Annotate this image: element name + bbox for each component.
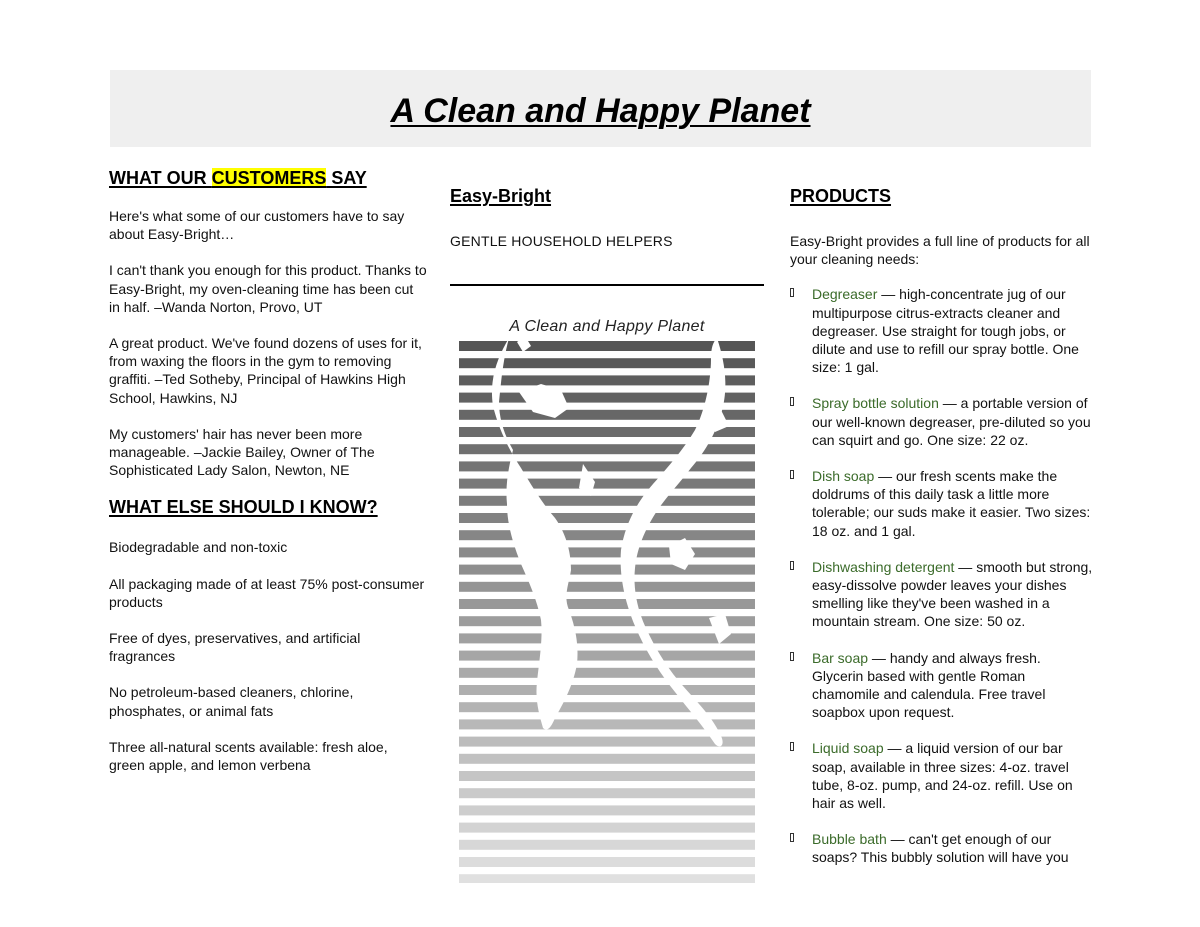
- art-stripe: [459, 582, 755, 592]
- fact-item: Three all-natural scents available: fresh aloe, green apple, and lemon verbena: [109, 738, 388, 774]
- fact-item: Free of dyes, preservatives, and artificial fragrances: [109, 630, 361, 665]
- product-item: [790, 739, 1095, 812]
- bullet-icon: [790, 833, 794, 842]
- left-column: [109, 166, 427, 774]
- products-heading: PRODUCTS: [790, 186, 892, 206]
- striped-globe-graphic: [459, 318, 755, 883]
- bullet-icon: [790, 561, 794, 570]
- art-stripe: [459, 857, 755, 867]
- art-stripe: [459, 358, 755, 368]
- products-intro: Easy-Bright provides a full line of products for all your cleaning needs:: [790, 233, 1090, 268]
- bullet-icon: [790, 470, 794, 479]
- art-stripe: [459, 633, 755, 643]
- art-stripe: [459, 719, 755, 729]
- customers-heading-post: SAY: [326, 168, 367, 188]
- art-stripe: [459, 375, 755, 385]
- middle-column: [450, 184, 764, 286]
- product-item: [790, 830, 1095, 866]
- art-stripe: [459, 823, 755, 833]
- divider-rule: [450, 284, 764, 286]
- product-item: [790, 467, 1095, 540]
- art-stripe: [459, 530, 755, 540]
- customers-heading-pre: WHAT OUR: [109, 168, 212, 188]
- product-description: — our fresh scents make the doldrums of this daily task a little more tolerable; our suds make it easier. Two sizes: 18 oz. and 1 gal.: [812, 468, 1091, 539]
- fact-item: Biodegradable and non-toxic: [109, 539, 288, 556]
- art-stripe: [459, 651, 755, 661]
- artwork-caption: A Clean and Happy Planet: [509, 318, 705, 335]
- art-stripe: [459, 565, 755, 575]
- product-item: [790, 394, 1095, 449]
- product-description: — a portable version of our well-known degreaser, pre-diluted so you can squirt and go. One size: 22 oz.: [812, 395, 1091, 448]
- art-stripe: [459, 874, 755, 883]
- testimonial: My customers' hair has never been more manageable. –Jackie Bailey, Owner of The Sophisticated Lady Salon, Newton, NE: [109, 425, 375, 479]
- art-stripe: [459, 805, 755, 815]
- art-stripe: [459, 410, 755, 420]
- product-name: Bar soap: [812, 649, 869, 666]
- art-stripe: [459, 461, 755, 471]
- art-stripe: [459, 685, 755, 695]
- art-stripe: [459, 737, 755, 747]
- art-stripe: [459, 393, 755, 403]
- testimonial: I can't thank you enough for this product. Thanks to Easy-Bright, my oven-cleaning time has been cut in half. –Wanda Norton, Provo, UT: [109, 262, 427, 315]
- art-stripe: [459, 513, 755, 523]
- art-stripe: [459, 444, 755, 454]
- product-item: [790, 649, 1095, 722]
- customers-say-heading: [109, 166, 427, 190]
- art-stripe: [459, 547, 755, 557]
- customers-intro: Here's what some of our customers have to say about Easy-Bright…: [109, 208, 405, 243]
- planet-artwork: [459, 318, 755, 883]
- product-name: Dish soap: [812, 468, 875, 485]
- customers-heading-highlight: CUSTOMERS: [211, 168, 327, 188]
- fact-item: All packaging made of at least 75% post-consumer products: [109, 575, 425, 610]
- page-title: A Clean and Happy Planet: [390, 92, 811, 130]
- product-description: — smooth but strong, easy-dissolve powder leaves your dishes smelling like they've been washed in a mountain stream. One size: 50 oz.: [812, 558, 1093, 630]
- art-stripe: [459, 771, 755, 781]
- art-stripe: [459, 427, 755, 437]
- product-description: — high-concentrate jug of our multipurpose citrus-extracts cleaner and degreaser. Use straight for tough jobs, or dilute and use to refill our spray bottle. One size: 1 gal.: [812, 286, 1079, 376]
- art-stripe: [459, 341, 755, 351]
- product-name: Degreaser: [812, 286, 878, 303]
- art-stripe: [459, 668, 755, 678]
- product-item: [790, 558, 1095, 631]
- art-stripe: [459, 840, 755, 850]
- bullet-icon: [790, 652, 794, 661]
- product-description: — can't get enough of our soaps? This bubbly solution will have you: [812, 831, 1069, 866]
- testimonial: A great product. We've found dozens of uses for it, from waxing the floors in the gym to removing graffiti. –Ted Sotheby, Principal of Hawkins High School, Hawkins, NJ: [109, 335, 422, 406]
- brand-heading: Easy-Bright: [450, 186, 552, 206]
- title-banner: [110, 70, 1091, 147]
- brand-subheading: GENTLE HOUSEHOLD HELPERS: [450, 233, 673, 249]
- art-stripe: [459, 479, 755, 489]
- product-name: Dishwashing detergent: [812, 558, 955, 575]
- art-stripe: [459, 754, 755, 764]
- bullet-icon: [790, 397, 794, 406]
- product-item: [790, 285, 1095, 376]
- bullet-icon: [790, 288, 794, 297]
- product-description: — handy and always fresh. Glycerin based with gentle Roman chamomile and calendula. Free travel soapbox upon request.: [812, 649, 1046, 721]
- art-stripe: [459, 616, 755, 626]
- bullet-icon: [790, 742, 794, 751]
- product-description: — a liquid version of our bar soap, available in three sizes: 4-oz. travel tube, 8-oz. pump, and 24-oz. refill. Use on hair as well.: [812, 740, 1073, 812]
- product-name: Liquid soap: [812, 740, 884, 757]
- art-stripe: [459, 496, 755, 506]
- product-name: Bubble bath: [812, 831, 887, 848]
- right-column: [790, 184, 1095, 867]
- product-name: Spray bottle solution: [812, 395, 939, 412]
- what-else-heading: WHAT ELSE SHOULD I KNOW?: [109, 497, 378, 518]
- fact-item: No petroleum-based cleaners, chlorine, phosphates, or animal fats: [109, 684, 354, 719]
- art-stripe: [459, 788, 755, 798]
- art-stripe: [459, 702, 755, 712]
- art-stripe: [459, 599, 755, 609]
